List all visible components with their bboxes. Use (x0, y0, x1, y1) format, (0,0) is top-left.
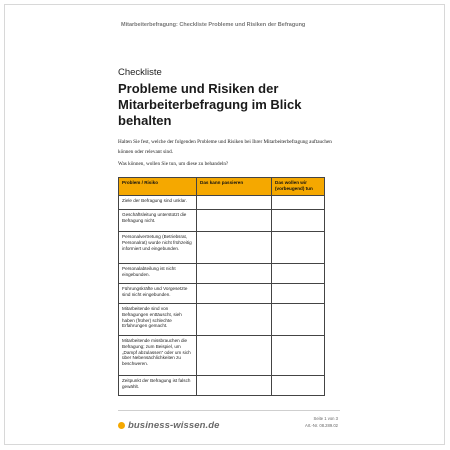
document-title: Probleme und Risiken der Mitarbeiterbefragung im Blick behalten (118, 81, 302, 128)
page-number: Seite 1 von 3 (313, 416, 338, 421)
consequence-cell[interactable] (197, 284, 272, 304)
consequence-cell[interactable] (197, 336, 272, 376)
problem-cell: Mitarbeitende missbrauchen die Befragung; zum Beispiel, um „Dampf abzulassen“ oder um sich über Nebensächlichkeiten zu beschweren. (119, 336, 197, 376)
action-cell[interactable] (272, 232, 325, 264)
problem-cell: Zeitpunkt der Befragung ist falsch gewählt. (119, 376, 197, 396)
table-row (119, 376, 325, 396)
consequence-cell[interactable] (197, 264, 272, 284)
document-type-label: Checkliste (118, 67, 162, 78)
logo-dot-icon (118, 422, 125, 429)
logo-text: business-wissen.de (128, 420, 220, 431)
table-row (119, 210, 325, 232)
checklist-table (118, 177, 325, 396)
intro-text: Halten Sie fest, welche der folgenden Probleme und Risiken bei Ihrer Mitarbeiterbefragung auftauchen können oder relevant sind. (118, 139, 332, 155)
column-header-consequence: Das kann passieren (197, 178, 272, 196)
consequence-cell[interactable] (197, 232, 272, 264)
action-cell[interactable] (272, 336, 325, 376)
table-row (119, 196, 325, 210)
problem-cell: Geschäftsleitung unterstützt die Befragung nicht. (119, 210, 197, 232)
column-header-action: Das wollen wir (vorbeugend) tun (272, 178, 325, 196)
problem-cell: Mitarbeitende sind von Befragungen enttäuscht, sieh haben (früher) schlechte Erfahrungen gemacht. (119, 304, 197, 336)
table-row (119, 232, 325, 264)
problem-cell: Personalabteilung ist nicht eingebunden. (119, 264, 197, 284)
consequence-cell[interactable] (197, 196, 272, 210)
question-text: Was können, wollen Sie tun, um diese zu behandeln? (118, 161, 229, 167)
action-cell[interactable] (272, 264, 325, 284)
action-cell[interactable] (272, 284, 325, 304)
consequence-cell[interactable] (197, 304, 272, 336)
running-header: Mitarbeiterbefragung: Checkliste Probleme und Risiken der Befragung (121, 22, 306, 28)
column-header-problem: Problem / Risiko (119, 178, 197, 196)
consequence-cell[interactable] (197, 376, 272, 396)
article-number: Art.-Nr. 08.289.02 (304, 423, 338, 428)
problem-cell: Führungskräfte und Vorgesetzte sind nicht eingebunden. (119, 284, 197, 304)
business-wissen-logo (118, 420, 220, 431)
table-row (119, 336, 325, 376)
action-cell[interactable] (272, 376, 325, 396)
consequence-cell[interactable] (197, 210, 272, 232)
footer-info (305, 415, 338, 429)
action-cell[interactable] (272, 210, 325, 232)
table-row (119, 284, 325, 304)
action-cell[interactable] (272, 196, 325, 210)
action-cell[interactable] (272, 304, 325, 336)
table-header-row (119, 178, 325, 196)
problem-cell: Ziele der Befragung sind unklar. (119, 196, 197, 210)
table-row (119, 264, 325, 284)
footer-divider (118, 410, 340, 411)
table-row (119, 304, 325, 336)
document-page (4, 4, 445, 445)
problem-cell: Personalvertretung (Betriebsrat, Personalrat) wurde nicht frühzeitig informiert und eingebunden. (119, 232, 197, 264)
